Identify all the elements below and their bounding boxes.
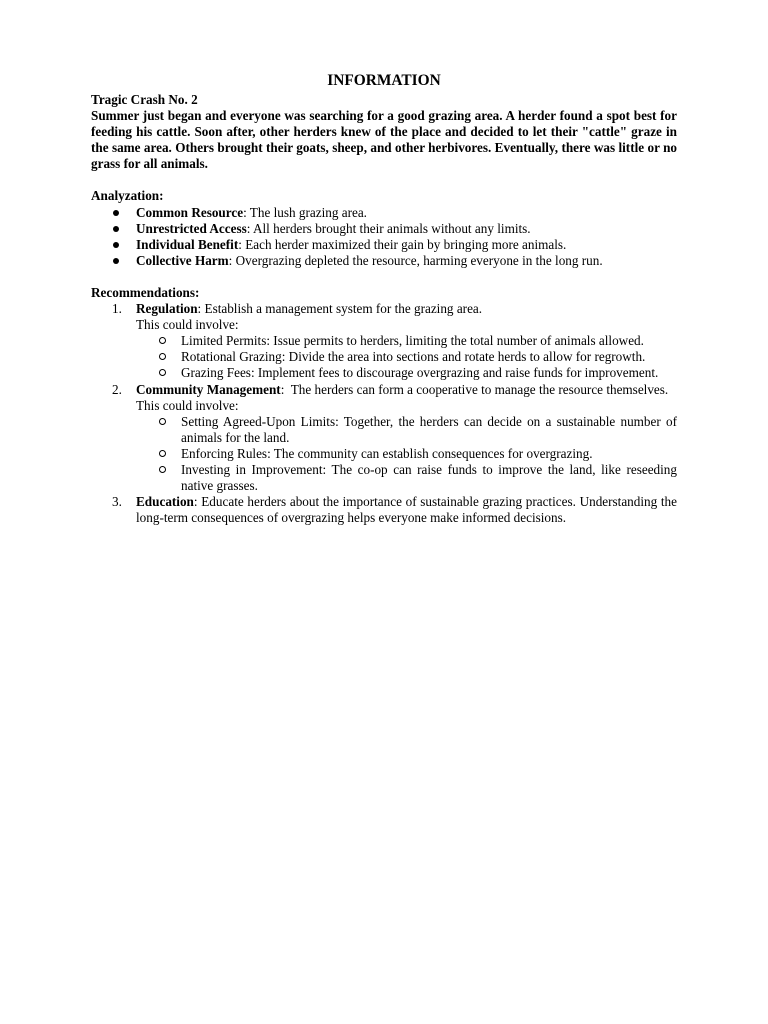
bullet-icon <box>113 258 119 264</box>
subitem-text: Enforcing Rules: The community can establish consequences for overgrazing. <box>181 445 593 461</box>
recommendations-list <box>91 301 677 526</box>
recommendation-sublist <box>136 333 677 381</box>
document-page <box>91 72 677 526</box>
recommendation-item <box>91 301 677 381</box>
analyzation-item <box>91 237 677 253</box>
analyzation-heading: Analyzation: <box>91 188 164 204</box>
bullet-icon <box>113 242 119 248</box>
recommendation-subitem <box>136 333 677 349</box>
analyzation-text: : The lush grazing area. <box>243 204 367 220</box>
recommendation-term: Community Management <box>136 381 281 397</box>
analyzation-text: : Overgrazing depleted the resource, harming everyone in the long run. <box>228 252 603 268</box>
analyzation-item <box>91 221 677 237</box>
recommendation-number: 3. <box>112 494 122 510</box>
analyzation-list <box>91 205 677 269</box>
hollow-bullet-icon <box>159 450 166 457</box>
recommendation-sublist <box>136 414 677 494</box>
hollow-bullet-icon <box>159 466 166 473</box>
hollow-bullet-icon <box>159 369 166 376</box>
analyzation-term: Common Resource <box>136 204 244 220</box>
subitem-text: Grazing Fees: Implement fees to discourage overgrazing and raise funds for improvement. <box>181 365 659 381</box>
bullet-icon <box>113 210 119 216</box>
analyzation-text: : All herders brought their animals without any limits. <box>246 220 531 236</box>
document-title: INFORMATION <box>327 72 441 89</box>
recommendation-intro: This could involve: <box>136 397 239 413</box>
recommendation-text: : Establish a management system for the grazing area. <box>197 301 483 317</box>
hollow-bullet-icon <box>159 353 166 360</box>
analyzation-item <box>91 205 677 221</box>
recommendation-subitem <box>136 349 677 365</box>
recommendation-text: : The herders can form a cooperative to manage the resource themselves. <box>280 381 669 397</box>
recommendation-term: Regulation <box>136 301 198 317</box>
subitem-text: Rotational Grazing: Divide the area into sections and rotate herds to allow for regrowth. <box>181 349 646 365</box>
analyzation-term: Collective Harm <box>136 252 229 268</box>
recommendation-subitem <box>136 462 677 494</box>
case-story: Summer just began and everyone was searching for a good grazing area. A herder found a spot best for feeding his cattle. Soon after, other herders knew of the place and decided to let their "cattle" graze in the same area. Others brought their goats, sheep, and other herbivores. Eventually, there was little or no grass for all animals. <box>91 108 677 172</box>
bullet-icon <box>113 226 119 232</box>
analyzation-term: Unrestricted Access <box>136 220 247 236</box>
recommendation-subitem <box>136 414 677 446</box>
recommendation-item <box>91 382 677 495</box>
recommendation-subitem <box>136 365 677 381</box>
subitem-text: Limited Permits: Issue permits to herders, limiting the total number of animals allowed. <box>181 333 644 349</box>
recommendation-number: 2. <box>112 381 122 397</box>
recommendation-text: : Educate herders about the importance of sustainable grazing practices. Understanding the long-term consequences of overgrazing helps everyone make informed decisions. <box>136 494 677 526</box>
analyzation-text: : Each herder maximized their gain by bringing more animals. <box>238 236 567 252</box>
analyzation-term: Individual Benefit <box>136 236 239 252</box>
analyzation-item <box>91 253 677 269</box>
recommendation-number: 1. <box>112 301 122 317</box>
recommendation-item <box>91 494 677 526</box>
hollow-bullet-icon <box>159 418 166 425</box>
subitem-text: Investing in Improvement: The co-op can raise funds to improve the land, like reseeding native grasses. <box>181 461 677 494</box>
case-title: Tragic Crash No. 2 <box>91 92 198 107</box>
recommendation-intro: This could involve: <box>136 317 239 333</box>
subitem-text: Setting Agreed-Upon Limits: Together, the herders can decide on a sustainable number of animals for the land. <box>181 413 677 445</box>
recommendations-heading: Recommendations: <box>91 284 200 300</box>
recommendation-subitem <box>136 446 677 462</box>
hollow-bullet-icon <box>159 337 166 344</box>
recommendation-term: Education <box>136 494 194 510</box>
